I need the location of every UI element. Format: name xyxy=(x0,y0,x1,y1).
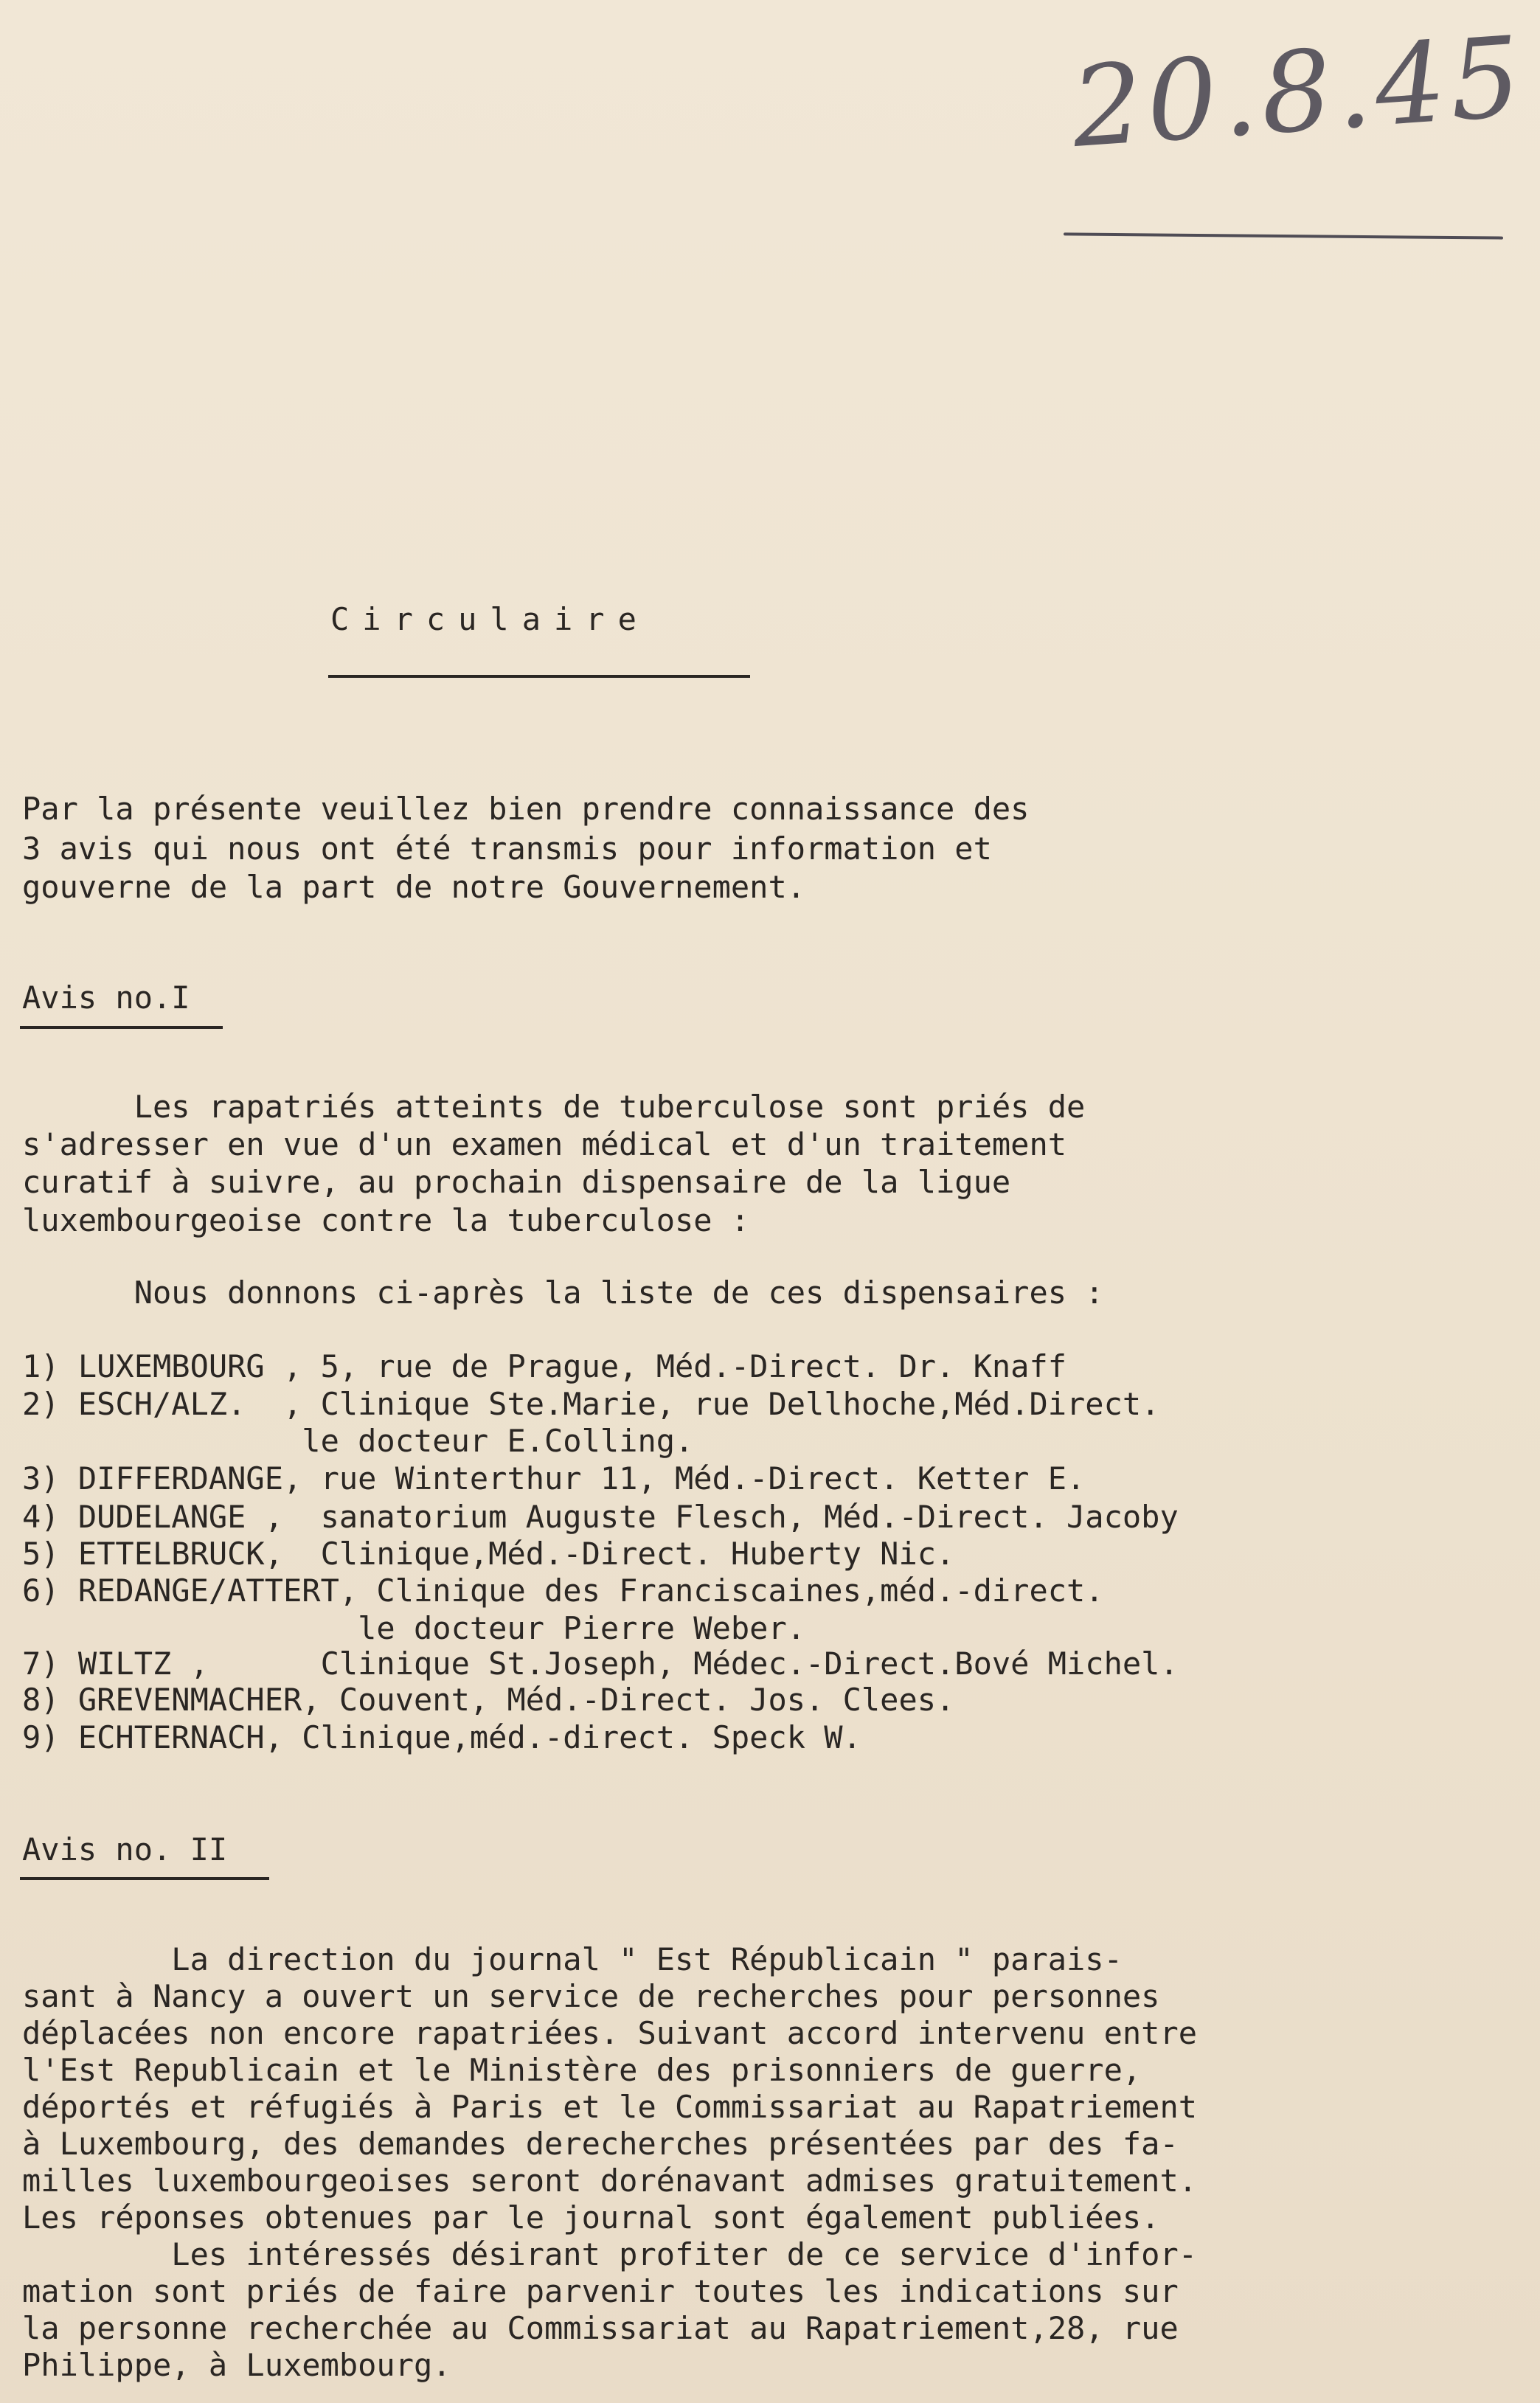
dispensary-list-item: 4) DUDELANGE , sanatorium Auguste Flesch, Méd.-Direct. Jacoby xyxy=(22,1499,1179,1535)
dispensary-list-item: 8) GREVENMACHER, Couvent, Méd.-Direct. Jos. Clees. xyxy=(22,1682,955,1718)
avis2-paragraph-line: Les intéressés désirant profiter de ce service d'infor- xyxy=(22,2236,1198,2272)
document-title: Circulaire xyxy=(330,601,650,637)
dispensary-list-item: 7) WILTZ , Clinique St.Joseph, Médec.-Direct.Bové Michel. xyxy=(22,1646,1179,1682)
avis2-paragraph-line: milles luxembourgeoises seront dorénavant admises gratuitement. xyxy=(22,2163,1198,2199)
avis2-paragraph-line: Philippe, à Luxembourg. xyxy=(22,2347,451,2383)
avis2-paragraph-line: à Luxembourg, des demandes derecherches présentées par des fa- xyxy=(22,2126,1179,2162)
avis1-heading: Avis no.I xyxy=(22,979,190,1016)
avis2-paragraph-line: la personne recherchée au Commissariat au Rapatriement,28, rue xyxy=(22,2310,1179,2346)
avis1-paragraph-line: luxembourgeoise contre la tuberculose : xyxy=(22,1202,750,1238)
avis2-paragraph-line: mation sont priés de faire parvenir toutes les indications sur xyxy=(22,2273,1179,2309)
avis2-paragraph-line: Les réponses obtenues par le journal sont également publiées. xyxy=(22,2199,1160,2236)
avis2-heading: Avis no. II xyxy=(22,1831,228,1868)
dispensary-list-item: 5) ETTELBRUCK, Clinique,Méd.-Direct. Huberty Nic. xyxy=(22,1536,955,1572)
intro-line: 3 avis qui nous ont été transmis pour information et xyxy=(22,831,992,867)
dispensary-list-item: le docteur E.Colling. xyxy=(22,1423,694,1459)
avis1-list-intro: Nous donnons ci-après la liste de ces dispensaires : xyxy=(22,1275,1104,1311)
avis2-heading-underline xyxy=(20,1877,269,1880)
dispensary-list-item: 6) REDANGE/ATTERT, Clinique des Franciscaines,méd.-direct. xyxy=(22,1572,1104,1609)
dispensary-list-item: 2) ESCH/ALZ. , Clinique Ste.Marie, rue Dellhoche,Méd.Direct. xyxy=(22,1386,1160,1422)
date-underline xyxy=(1064,232,1503,239)
dispensary-list-item: 3) DIFFERDANGE, rue Winterthur 11, Méd.-Direct. Ketter E. xyxy=(22,1460,1086,1497)
handwritten-date: 20.8.45 xyxy=(1067,13,1530,173)
avis2-paragraph-line: déportés et réfugiés à Paris et le Commissariat au Rapatriement xyxy=(22,2089,1198,2125)
intro-line: gouverne de la part de notre Gouvernement. xyxy=(22,869,806,905)
avis1-paragraph-line: s'adresser en vue d'un examen médical et d'un traitement xyxy=(22,1126,1067,1162)
intro-line: Par la présente veuillez bien prendre connaissance des xyxy=(22,791,1030,827)
dispensary-list-item: le docteur Pierre Weber. xyxy=(22,1610,806,1646)
avis1-paragraph-line: Les rapatriés atteints de tuberculose sont priés de xyxy=(22,1089,1086,1125)
avis1-heading-underline xyxy=(20,1026,223,1029)
avis2-paragraph-line: l'Est Republicain et le Ministère des prisonniers de guerre, xyxy=(22,2052,1142,2088)
dispensary-list-item: 9) ECHTERNACH, Clinique,méd.-direct. Speck W. xyxy=(22,1719,861,1755)
avis2-paragraph-line: La direction du journal " Est Républicain " parais- xyxy=(22,1941,1123,1977)
avis1-paragraph-line: curatif à suivre, au prochain dispensaire de la ligue xyxy=(22,1164,1011,1200)
title-underline xyxy=(328,675,750,678)
dispensary-list-item: 1) LUXEMBOURG , 5, rue de Prague, Méd.-Direct. Dr. Knaff xyxy=(22,1348,1067,1384)
avis2-paragraph-line: sant à Nancy a ouvert un service de recherches pour personnes xyxy=(22,1978,1160,2014)
avis2-paragraph-line: déplacées non encore rapatriées. Suivant accord intervenu entre xyxy=(22,2015,1198,2051)
